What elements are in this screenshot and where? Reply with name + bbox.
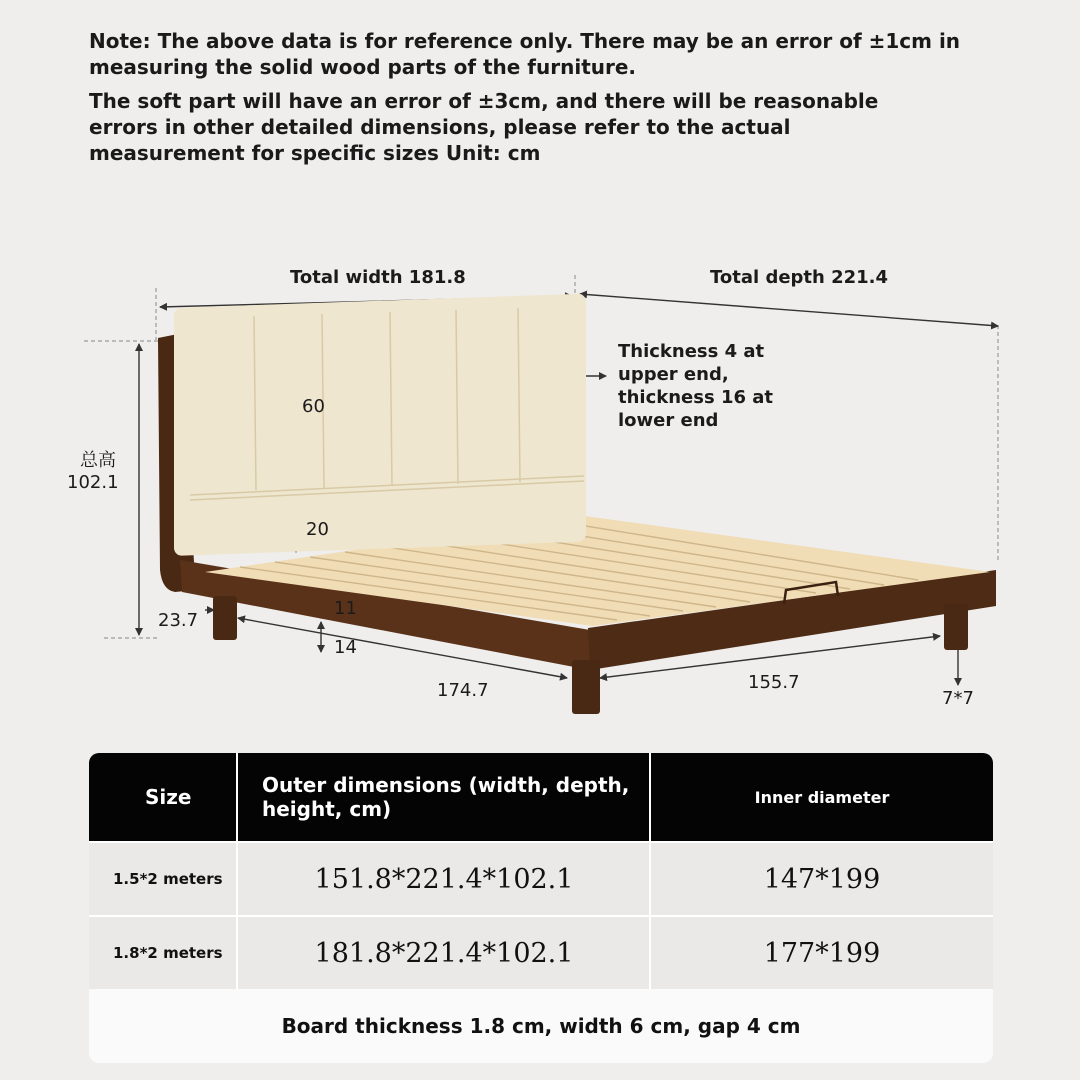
total-height-value: 102.1	[67, 472, 119, 493]
board-spec-footer: Board thickness 1.8 cm, width 6 cm, gap 4 cm	[89, 989, 993, 1063]
note-soft-part: The soft part will have an error of ±3cm, and there will be reasonable errors in other detailed dimensions, please refer to the actual measurement for specific sizes Unit: cm	[89, 89, 879, 165]
total-width-label: Total width 181.8	[290, 267, 466, 288]
clearance-label: 14	[334, 637, 357, 658]
row-outer-dimensions: 181.8*221.4*102.1	[314, 937, 574, 969]
row-inner-diameter: 147*199	[763, 863, 881, 895]
headboard-thickness-note: Thickness 4 at upper end, thickness 16 at lower end	[618, 341, 774, 431]
header-outer-dimensions: Outer dimensions (width, depth, height, cm)	[262, 773, 630, 821]
headboard-upper-height: 60	[302, 396, 325, 417]
table-header	[89, 753, 993, 841]
total-height-label: 总高	[80, 450, 116, 471]
bed-illustration	[0, 230, 1080, 740]
row-divider	[89, 915, 993, 917]
total-depth-label: Total depth 221.4	[710, 267, 889, 288]
table-row	[89, 917, 993, 989]
header-size: Size	[145, 785, 192, 809]
header-inner-diameter: Inner diameter	[754, 787, 890, 807]
table-row	[89, 843, 993, 915]
row-inner-diameter: 177*199	[763, 937, 881, 969]
size-table	[89, 753, 993, 1063]
leg-offset-label: 23.7	[158, 610, 199, 631]
end-length-label: 155.7	[748, 672, 800, 693]
row-divider	[89, 841, 993, 843]
column-divider	[649, 753, 651, 989]
row-size: 1.5*2 meters	[113, 870, 223, 888]
headboard-lower-height: 20	[306, 519, 329, 540]
note-reference: Note: The above data is for reference only. There may be an error of ±1cm in measuring the solid wood parts of the furniture.	[89, 29, 961, 79]
leg-section-label: 7*7	[942, 688, 974, 709]
row-size: 1.8*2 meters	[113, 944, 223, 962]
rail-height-label: 11	[334, 598, 357, 619]
side-length-label: 174.7	[437, 680, 489, 701]
column-divider	[236, 753, 238, 989]
row-outer-dimensions: 151.8*221.4*102.1	[314, 863, 574, 895]
